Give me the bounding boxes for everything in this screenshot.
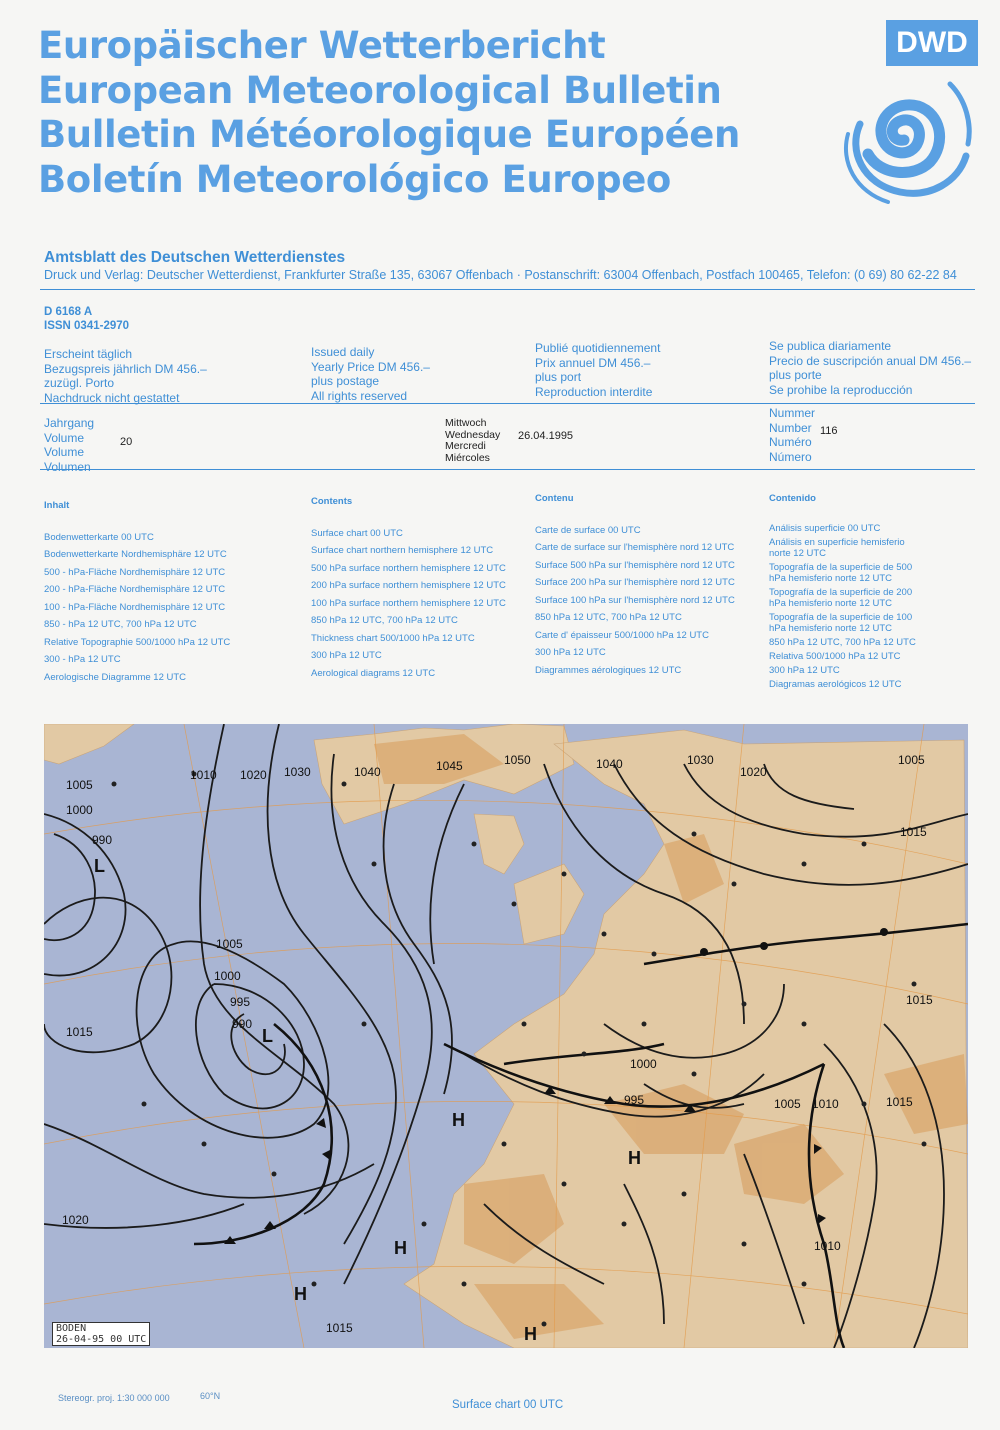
title-german: Europäischer Wetterbericht	[38, 24, 606, 67]
contents-heading: Contenu	[535, 493, 574, 504]
isobar-label: 1010	[190, 768, 217, 782]
isobar-label: 1020	[240, 768, 267, 782]
subscription-line: Nachdruck nicht gestattet	[44, 390, 180, 405]
contents-item: Bodenwetterkarte 00 UTC	[44, 531, 154, 543]
isobar-label: 1030	[687, 753, 714, 767]
issue-number: 116	[820, 425, 838, 437]
isobar-label: 1015	[886, 1095, 913, 1109]
number-labels	[769, 406, 815, 464]
map-caption: Surface chart 00 UTC	[452, 1399, 564, 1411]
subscription-line: plus port	[535, 370, 582, 384]
contents-item: Aerologische Diagramme 12 UTC	[44, 671, 187, 683]
subscription-line: Bezugspreis jährlich DM 456.–	[44, 361, 207, 376]
contents-item: 100 hPa surface northern hemisphere 12 UTC	[311, 597, 506, 609]
subscription-german	[44, 347, 207, 405]
title-english: European Meteorological Bulletin	[38, 68, 722, 112]
subscription-line: Reproduction interdite	[535, 384, 653, 399]
contents-item: Topografía de la superficie de 100 hPa hemisferio norte 12 UTC	[769, 612, 913, 634]
contents-item: Surface 200 hPa sur l'hemisphère nord 12 UTC	[535, 577, 735, 588]
bulletin-titles	[38, 24, 740, 202]
isobar-label: 1015	[66, 1025, 93, 1039]
contents-heading: Inhalt	[44, 500, 70, 511]
isobar-label: 1000	[630, 1057, 657, 1071]
subscription-line: Issued daily	[311, 345, 375, 359]
volume-label: Volume	[44, 430, 85, 445]
map-stamp	[52, 1322, 150, 1346]
high-pressure-center: H	[524, 1324, 537, 1344]
subscription-line: Yearly Price DM 456.–	[311, 359, 430, 374]
title-spanish: Boletín Meteorológico Europeo	[38, 157, 671, 201]
publisher-name: Amtsblatt des Deutschen Wetterdienstes	[44, 249, 346, 266]
latitude-note: 60°N	[200, 1391, 221, 1401]
volume-label: Volume	[44, 445, 85, 459]
title-french: Bulletin Météorologique Européen	[38, 113, 740, 156]
weekday-label: Wednesday	[445, 428, 501, 441]
subscription-line: Publié quotidiennement	[535, 341, 661, 355]
subscription-line: Precio de suscripción anual DM 456.–	[769, 353, 972, 368]
contents-spanish	[769, 493, 919, 693]
divider	[40, 469, 975, 470]
stamp-line: BODEN	[56, 1323, 87, 1334]
contents-item: Análisis en superficie hemisferio norte 12 UTC	[769, 537, 905, 559]
number-label: Número	[769, 449, 812, 464]
subscription-line: Se publica diariamente	[769, 339, 892, 353]
contents-german	[44, 497, 230, 686]
contents-item: Surface chart northern hemisphere 12 UTC	[311, 545, 494, 556]
contents-item: Topografía de la superficie de 200 hPa hemisferio norte 12 UTC	[769, 587, 913, 609]
contents-item: Thickness chart 500/1000 hPa 12 UTC	[311, 632, 475, 644]
contents-item: 300 hPa 12 UTC	[769, 665, 840, 676]
map-graphics	[44, 724, 968, 1348]
contents-item: 500 hPa surface northern hemisphere 12 UTC	[311, 562, 506, 574]
contents-item: 100 - hPa-Fläche Nordhemisphäre 12 UTC	[44, 601, 226, 613]
swirl-icon	[830, 64, 978, 204]
isobar-label: 1005	[66, 778, 93, 792]
isobar-label: 1015	[900, 825, 927, 839]
contents-item: Surface chart 00 UTC	[311, 527, 403, 539]
high-pressure-center: H	[394, 1238, 407, 1258]
contents-item: 850 hPa 12 UTC, 700 hPa 12 UTC	[535, 612, 682, 623]
number-label: Numéro	[769, 435, 812, 449]
isobar-label: 1010	[814, 1239, 841, 1253]
contents-item: Aerological diagrams 12 UTC	[311, 667, 436, 679]
isobar-label: 1020	[740, 765, 767, 779]
contents-item: Carte d' épaisseur 500/1000 hPa 12 UTC	[535, 629, 709, 641]
weekday-label: Mercredi	[445, 440, 486, 452]
volume-value: 20	[120, 436, 133, 448]
number-label: Nummer	[769, 406, 816, 420]
contents-french	[535, 490, 735, 679]
contents-item: 850 - hPa 12 UTC, 700 hPa 12 UTC	[44, 619, 197, 630]
subscription-french	[535, 341, 660, 399]
dwd-logo-text: DWD	[886, 20, 978, 66]
surface-weather-map	[44, 724, 968, 1348]
high-pressure-center: H	[294, 1284, 307, 1304]
isobar-label: 995	[230, 995, 251, 1009]
subscription-line: All rights reserved	[311, 388, 408, 403]
low-pressure-center: L	[94, 856, 105, 876]
d-number: D 6168 A	[44, 306, 93, 318]
volume-labels	[44, 416, 94, 474]
contents-item: Carte de surface 00 UTC	[535, 524, 641, 536]
contents-item: 500 - hPa-Fläche Nordhemisphäre 12 UTC	[44, 566, 226, 578]
contents-item: Surface 100 hPa sur l'hemisphère nord 12 UTC	[535, 594, 735, 606]
contents-item: Diagrammes aérologiques 12 UTC	[535, 664, 682, 676]
divider	[40, 403, 975, 404]
contents-item: 300 - hPa 12 UTC	[44, 654, 121, 665]
isobar-label: 990	[232, 1017, 253, 1031]
subscription-line: Erscheint täglich	[44, 347, 133, 361]
contents-item: 300 hPa 12 UTC	[535, 647, 606, 658]
low-pressure-center: L	[262, 1026, 273, 1046]
contents-item: 300 hPa 12 UTC	[311, 650, 382, 661]
weekday-labels	[445, 418, 500, 464]
contents-item: Diagramas aerológicos 12 UTC	[769, 679, 902, 690]
number-label: Number	[769, 420, 812, 435]
subscription-english	[311, 345, 430, 403]
isobar-label: 990	[92, 833, 113, 847]
weekday-label: Mittwoch	[445, 417, 487, 429]
subscription-line: plus postage	[311, 374, 380, 388]
isobar-label: 1010	[812, 1097, 839, 1111]
isobar-label: 1000	[214, 969, 241, 983]
volume-label: Volumen	[44, 459, 91, 474]
contents-item: Topografía de la superficie de 500 hPa hemisferio norte 12 UTC	[769, 562, 913, 584]
isobar-label: 1045	[436, 759, 463, 773]
subscription-line: Se prohibe la reproducción	[769, 382, 913, 397]
isobar-label: 1050	[504, 753, 531, 767]
dwd-logo	[830, 20, 978, 200]
isobar-label: 1015	[906, 993, 933, 1007]
isobar-label: 1030	[284, 765, 311, 779]
issn: ISSN 0341-2970	[44, 320, 130, 332]
contents-item: Análisis superficie 00 UTC	[769, 523, 881, 534]
isobar-label: 1005	[216, 937, 243, 951]
stamp-line: 26-04-95 00 UTC	[56, 1334, 147, 1345]
contents-item: 200 hPa surface northern hemisphere 12 UTC	[311, 580, 506, 591]
publisher-address: Druck und Verlag: Deutscher Wetterdienst, Frankfurter Straße 135, 63067 Offenbach · Postanschrift: 63004 Offenbach, Postfach 100465, Telefon: (0 69) 80 62-22 84	[44, 268, 957, 282]
divider	[40, 289, 975, 290]
contents-item: Relativa 500/1000 hPa 12 UTC	[769, 651, 901, 662]
contents-item: 850 hPa 12 UTC, 700 hPa 12 UTC	[769, 637, 916, 648]
high-pressure-center: H	[452, 1110, 465, 1130]
contents-item: 850 hPa 12 UTC, 700 hPa 12 UTC	[311, 615, 458, 626]
contents-heading: Contents	[311, 496, 353, 507]
isobar-label: 1005	[774, 1097, 801, 1111]
contents-item: Carte de surface sur l'hemisphère nord 12 UTC	[535, 542, 735, 553]
volume-label: Jahrgang	[44, 416, 95, 430]
contents-item: Relative Topographie 500/1000 hPa 12 UTC	[44, 636, 231, 648]
isobar-label: 1005	[898, 753, 925, 767]
contents-item: Bodenwetterkarte Nordhemisphäre 12 UTC	[44, 549, 227, 560]
isobar-label: 1040	[354, 765, 381, 779]
contents-english	[311, 493, 506, 682]
subscription-spanish	[769, 339, 971, 397]
contents-heading: Contenido	[769, 493, 816, 504]
isobar-label: 995	[624, 1093, 645, 1107]
contents-item: Surface 500 hPa sur l'hemisphère nord 12 UTC	[535, 559, 735, 571]
subscription-line: Prix annuel DM 456.–	[535, 355, 651, 370]
projection-note: Stereogr. proj. 1:30 000 000	[58, 1393, 170, 1403]
subscription-line: zuzügl. Porto	[44, 376, 115, 390]
isobar-label: 1000	[66, 803, 93, 817]
high-pressure-center: H	[628, 1148, 641, 1168]
issue-date: 26.04.1995	[518, 430, 574, 442]
isobar-label: 1040	[596, 757, 623, 771]
isobar-label: 1015	[326, 1321, 353, 1335]
isobar-label: 1020	[62, 1213, 89, 1227]
weekday-label: Miércoles	[445, 451, 490, 464]
subscription-line: plus porte	[769, 368, 822, 382]
contents-item: 200 - hPa-Fläche Nordhemisphäre 12 UTC	[44, 584, 226, 595]
